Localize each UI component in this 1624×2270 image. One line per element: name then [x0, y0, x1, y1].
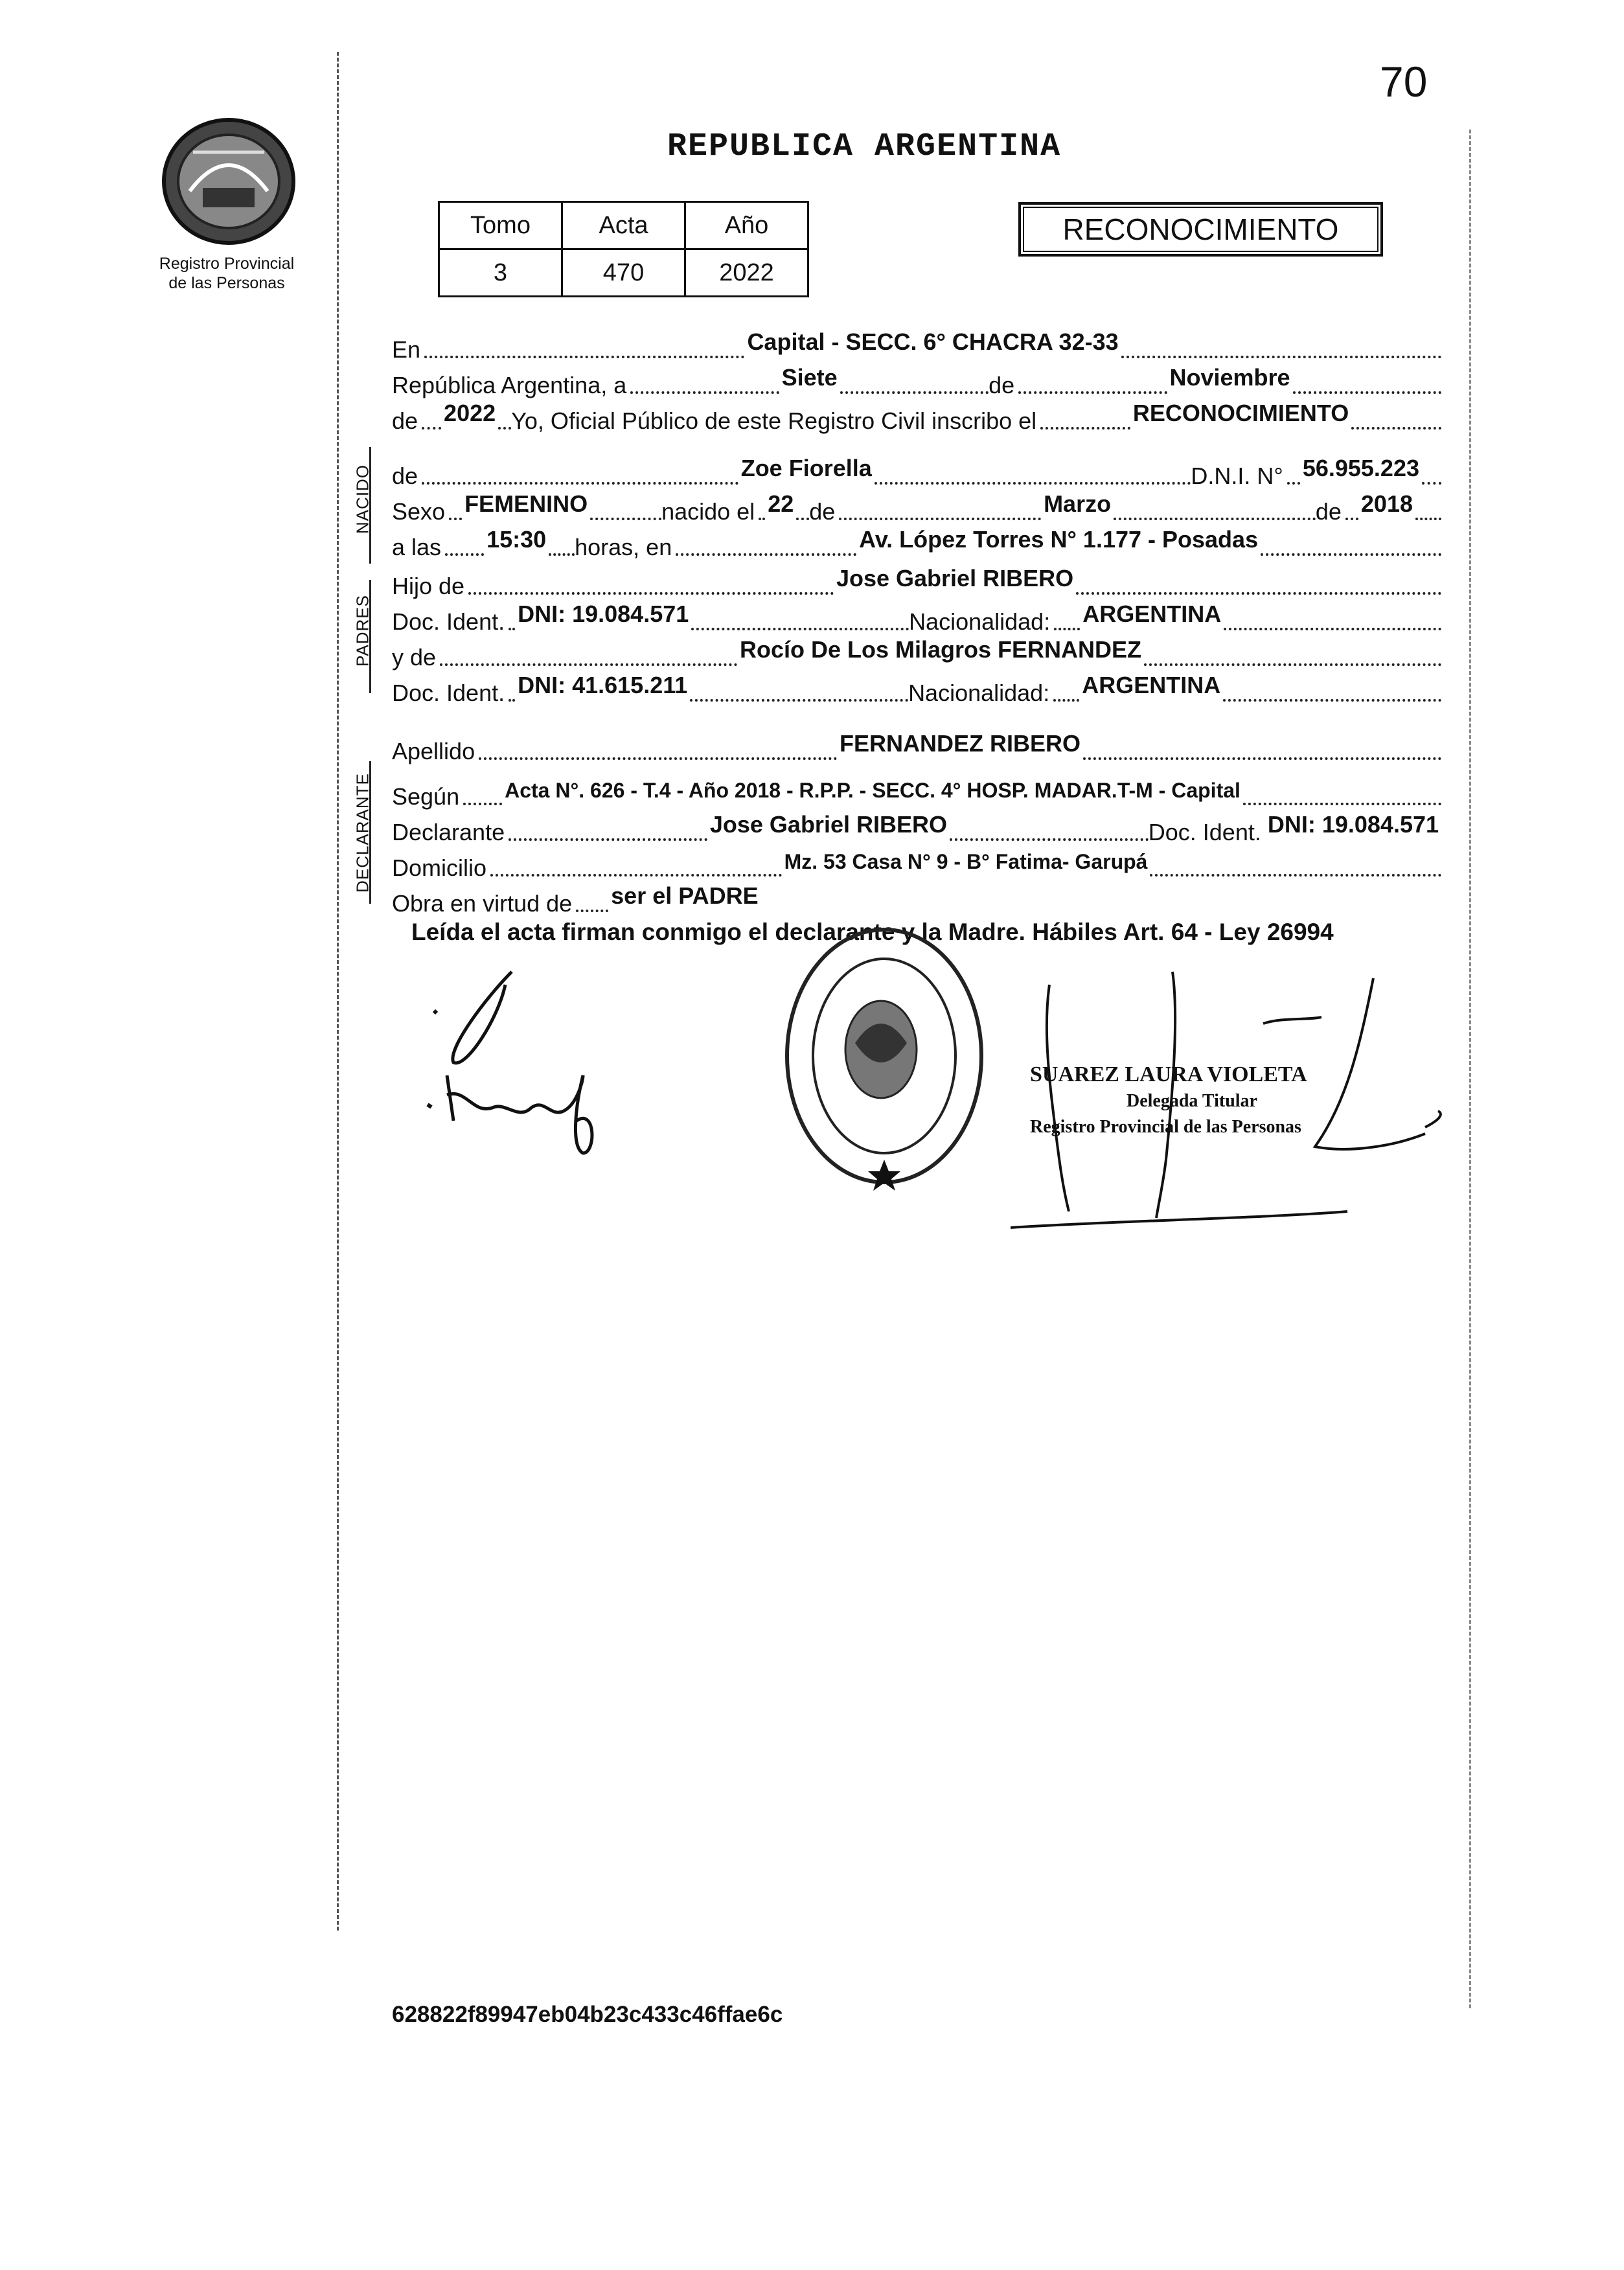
dots	[690, 699, 908, 702]
label-segun: Según	[392, 783, 460, 810]
dots	[839, 518, 1041, 520]
value-child-dni: 56.955.223	[1302, 455, 1419, 481]
label-en: En	[392, 336, 421, 363]
right-margin-line	[1469, 130, 1471, 2008]
registry-table-values	[439, 249, 808, 297]
dots	[590, 518, 661, 520]
declarant-signatures	[421, 959, 628, 1192]
label-declarante: Declarante	[392, 819, 505, 845]
label-doc-ident: Doc. Ident.	[392, 680, 505, 706]
value-father-nationality: ARGENTINA	[1082, 601, 1222, 627]
header-tomo: Tomo	[439, 202, 562, 249]
label-year-de: de	[392, 407, 418, 434]
dots	[1150, 874, 1441, 877]
dots	[1144, 663, 1441, 666]
line-hora	[392, 525, 1441, 561]
logo-caption	[130, 254, 324, 293]
dots	[468, 592, 834, 595]
dots	[498, 427, 511, 430]
provincial-seal-logo	[154, 113, 303, 249]
value-birth-time: 15:30	[486, 526, 547, 553]
line-mother-doc	[392, 671, 1441, 707]
dots	[1345, 518, 1358, 520]
dots	[1083, 757, 1441, 760]
value-anio: 2022	[685, 249, 808, 297]
dots	[796, 518, 809, 520]
dots	[576, 910, 608, 912]
label-y-de: y de	[392, 644, 437, 671]
header-acta: Acta	[562, 202, 685, 249]
label-de-year: de	[1315, 498, 1342, 525]
dots	[1243, 803, 1441, 805]
act-type-box: RECONOCIMIENTO	[1018, 202, 1383, 257]
value-day: Siete	[781, 364, 838, 391]
dots	[1054, 628, 1080, 630]
dots	[1018, 391, 1167, 394]
value-declarante-doc: DNI: 19.084.571	[1267, 811, 1439, 838]
value-mother-doc: DNI: 41.615.211	[518, 672, 688, 698]
section-label-declarante: DECLARANTE	[352, 773, 372, 893]
value-segun: Acta N°. 626 - T.4 - Año 2018 - R.P.P. - SECC. 4° HOSP. MADAR.T-M - Capital	[505, 779, 1241, 802]
dots	[549, 553, 575, 556]
dots	[490, 874, 782, 877]
registry-table-header	[439, 202, 808, 249]
label-doc-ident: Doc. Ident.	[1148, 819, 1261, 845]
left-margin-line	[337, 52, 339, 1931]
label-hijo-de: Hijo de	[392, 573, 465, 599]
label-nacionalidad: Nacionalidad:	[908, 680, 1050, 706]
dots	[463, 803, 502, 805]
dots	[1076, 592, 1441, 595]
dots	[1223, 699, 1441, 702]
value-domicilio: Mz. 53 Casa N° 9 - B° Fatima- Garupá	[784, 850, 1148, 873]
value-sexo: FEMENINO	[464, 490, 588, 517]
logo-caption-line-2: de las Personas	[168, 274, 285, 292]
label-apellido: Apellido	[392, 738, 475, 764]
line-republica	[392, 363, 1441, 399]
value-birth-year: 2018	[1360, 490, 1413, 517]
dots	[422, 427, 441, 430]
dots	[1053, 699, 1079, 702]
label-sexo: Sexo	[392, 498, 446, 525]
official-role: Delegada Titular	[1127, 1091, 1257, 1111]
value-year: 2022	[444, 400, 496, 426]
label-domicilio: Domicilio	[392, 854, 487, 881]
dots	[840, 391, 989, 394]
label-inscribo: Yo, Oficial Público de este Registro Civil inscribo el	[511, 407, 1037, 434]
label-nacido-el: nacido el	[661, 498, 755, 525]
line-obra	[392, 881, 1441, 917]
dots	[759, 518, 765, 520]
dots	[1415, 518, 1441, 520]
value-act-type: RECONOCIMIENTO	[1132, 400, 1349, 426]
value-birth-day: 22	[768, 490, 794, 517]
line-child-name	[392, 453, 1441, 490]
line-apellido	[392, 729, 1441, 765]
dots	[1351, 427, 1441, 430]
value-location: Capital - SECC. 6° CHACRA 32-33	[747, 328, 1119, 355]
value-mother-name: Rocío De Los Milagros FERNANDEZ	[740, 636, 1142, 663]
dots	[509, 838, 707, 841]
dots	[440, 663, 737, 666]
label-a-las: a las	[392, 534, 442, 560]
label-republica: República Argentina, a	[392, 372, 627, 398]
official-office: Registro Provincial de las Personas	[1030, 1117, 1301, 1137]
page-number: 70	[1380, 58, 1428, 106]
value-apellido: FERNANDEZ RIBERO	[840, 730, 1081, 757]
official-stamp	[777, 920, 991, 1192]
dots	[1261, 553, 1441, 556]
dots	[509, 628, 515, 630]
value-mother-nationality: ARGENTINA	[1082, 672, 1221, 698]
line-domicilio	[392, 845, 1441, 882]
dots	[1293, 391, 1441, 394]
label-obra: Obra en virtud de	[392, 890, 573, 917]
label-dni: D.N.I. N°	[1191, 463, 1283, 489]
closing-statement: Leída el acta firman conmigo el declarante y la Madre. Hábiles Art. 64 - Ley 26994	[411, 919, 1334, 945]
section-label-nacido: NACIDO	[352, 464, 372, 534]
dots	[630, 391, 779, 394]
dots	[875, 482, 1191, 485]
official-name: SUAREZ LAURA VIOLETA	[1030, 1062, 1307, 1086]
dots	[1422, 482, 1441, 485]
label-horas-en: horas, en	[575, 534, 672, 560]
dots	[1121, 356, 1441, 358]
dots	[422, 482, 738, 485]
value-tomo: 3	[439, 249, 562, 297]
value-father-doc: DNI: 19.084.571	[518, 601, 689, 627]
line-hijo-de	[392, 564, 1441, 600]
dots	[950, 838, 1149, 841]
document-hash: 628822f89947eb04b23c433c46ffae6c	[392, 2002, 783, 2027]
line-en	[392, 327, 1441, 363]
value-father-name: Jose Gabriel RIBERO	[836, 565, 1074, 591]
value-child-name: Zoe Fiorella	[740, 455, 872, 481]
dots	[1287, 482, 1300, 485]
dots	[479, 757, 837, 760]
value-declarante: Jose Gabriel RIBERO	[709, 811, 947, 838]
value-acta: 470	[562, 249, 685, 297]
line-segun	[392, 774, 1441, 810]
dots	[1224, 628, 1441, 630]
dots	[509, 699, 515, 702]
dots	[424, 356, 744, 358]
label-doc-ident: Doc. Ident.	[392, 608, 505, 635]
line-sexo	[392, 489, 1441, 525]
line-year	[392, 398, 1441, 435]
section-label-padres: PADRES	[352, 595, 372, 667]
logo-caption-line-1: Registro Provincial	[159, 255, 295, 273]
dots	[1114, 518, 1316, 520]
registry-table	[438, 201, 809, 297]
dots	[691, 628, 909, 630]
header-anio: Año	[685, 202, 808, 249]
dots	[676, 553, 856, 556]
label-de: de	[989, 372, 1015, 398]
value-birth-month: Marzo	[1044, 490, 1112, 517]
value-birth-place: Av. López Torres N° 1.177 - Posadas	[859, 526, 1259, 553]
dots	[1040, 427, 1130, 430]
line-father-doc	[392, 599, 1441, 636]
value-obra: ser el PADRE	[611, 882, 759, 909]
label-nacionalidad: Nacionalidad:	[909, 608, 1051, 635]
dots	[449, 518, 462, 520]
label-de-child: de	[392, 463, 418, 489]
line-declarante	[392, 810, 1441, 846]
dots	[445, 553, 484, 556]
official-signature-block	[1030, 1062, 1354, 1138]
value-month: Noviembre	[1169, 364, 1290, 391]
label-de-month: de	[809, 498, 836, 525]
line-y-de	[392, 635, 1441, 671]
document-title: REPUBLICA ARGENTINA	[667, 128, 1062, 165]
